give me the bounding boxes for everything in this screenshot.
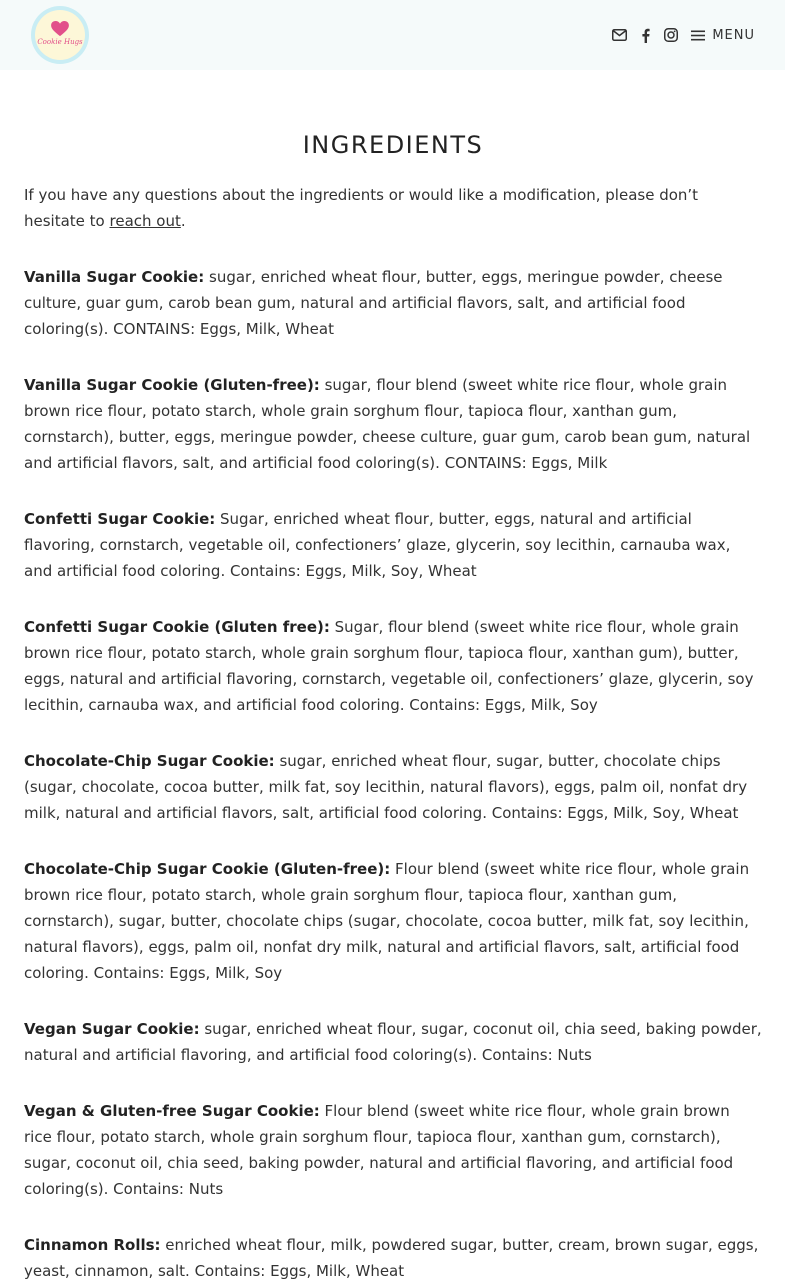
item-name: Confetti Sugar Cookie (Gluten free): [24,618,330,636]
site-header [0,0,785,70]
item-ingredients: Flour blend (sweet white rice flour, whole grain brown rice flour, potato starch, whole grain sorghum flour, tapioca flour, xanthan gum, cornstarch), sugar, coconut oil, chia seed, baking powder, natural and artificial flavoring, and artificial food coloring(s). Contains: Nuts [24,1102,734,1198]
ingredient-item [24,506,762,584]
item-name: Chocolate-Chip Sugar Cookie (Gluten-free): [24,860,391,878]
item-ingredients: Sugar, flour blend (sweet white rice flour, whole grain brown rice flour, potato starch, whole grain sorghum flour, tapioca flour, xanthan gum), butter, eggs, natural and artificial flavoring, cornstarch, vegetable oil, confectioners’ glaze, glycerin, soy lecithin, carnauba wax, and artificial food coloring. Contains: Eggs, Milk, Soy [24,618,754,714]
item-ingredients: sugar, enriched wheat flour, sugar, butter, chocolate chips (sugar, chocolate, cocoa butter, milk fat, soy lecithin, natural flavors), eggs, palm oil, nonfat dry milk, natural and artificial flavors, salt, artificial food coloring. Contains: Eggs, Milk, Soy, Wheat [24,752,748,822]
facebook-icon[interactable] [637,27,653,43]
item-name: Confetti Sugar Cookie: [24,510,216,528]
logo-badge [35,10,85,60]
item-name: Vanilla Sugar Cookie: [24,268,205,286]
item-name: Vegan & Gluten-free Sugar Cookie: [24,1102,320,1120]
item-ingredients: sugar, flour blend (sweet white rice flour, whole grain brown rice flour, potato starch, whole grain sorghum flour, tapioca flour, xanthan gum, cornstarch), butter, eggs, meringue powder, cheese culture, guar gum, carob bean gum, natural and artificial flavors, salt, and artificial food coloring(s). CONTAINS: Eggs, Milk [24,376,751,472]
header-nav [601,24,755,46]
ingredient-item [24,264,762,342]
reach-out-link[interactable]: reach out [109,212,181,230]
intro-text: If you have any questions about the ingredients or would like a modification, please don’t hesitate to [24,186,699,230]
logo-text: Cookie Hugs [37,37,83,46]
site-logo[interactable] [31,6,89,64]
item-ingredients: enriched wheat flour, milk, powdered sugar, butter, cream, brown sugar, eggs, yeast, cinnamon, salt. Contains: Eggs, Milk, Wheat [24,1236,759,1280]
instagram-icon[interactable] [663,27,679,43]
item-name: Vanilla Sugar Cookie (Gluten-free): [24,376,320,394]
menu-button[interactable] [691,28,755,43]
item-name: Vegan Sugar Cookie: [24,1020,200,1038]
ingredient-item [24,1098,762,1202]
heart-icon [51,21,69,37]
ingredient-item [24,856,762,986]
intro-paragraph [24,182,762,234]
main-content [24,128,762,1284]
ingredient-item [24,614,762,718]
menu-label: MENU [712,27,755,43]
page-title: INGREDIENTS [302,131,484,159]
item-name: Chocolate-Chip Sugar Cookie: [24,752,275,770]
item-ingredients: Sugar, enriched wheat flour, butter, eggs, natural and artificial flavoring, cornstarch, vegetable oil, confectioners’ glaze, glycerin, soy lecithin, carnauba wax, and artificial food coloring. Contains: Eggs, Milk, Soy, Wheat [24,510,731,580]
item-ingredients: sugar, enriched wheat flour, butter, eggs, meringue powder, cheese culture, guar gum, carob bean gum, natural and artificial flavors, salt, and artificial food coloring(s). CONTAINS: Eggs, Milk, Wheat [24,268,723,338]
intro-end: . [180,212,186,230]
item-ingredients: sugar, enriched wheat flour, sugar, coconut oil, chia seed, baking powder, natural and artificial flavoring, and artificial food coloring(s). Contains: Nuts [24,1020,762,1064]
ingredient-item [24,1016,762,1068]
ingredient-item [24,372,762,476]
mail-icon[interactable] [611,27,627,43]
item-ingredients: Flour blend (sweet white rice flour, whole grain brown rice flour, potato starch, whole grain sorghum flour, tapioca flour, xanthan gum, cornstarch), sugar, butter, chocolate chips (sugar, chocolate, cocoa butter, milk fat, soy lecithin, natural flavors), eggs, palm oil, nonfat dry milk, natural and artificial flavors, salt, artificial food coloring. Contains: Eggs, Milk, Soy [24,860,750,982]
item-name: Cinnamon Rolls: [24,1236,161,1254]
ingredient-item [24,748,762,826]
hamburger-icon [691,30,705,41]
ingredient-item [24,1232,762,1284]
